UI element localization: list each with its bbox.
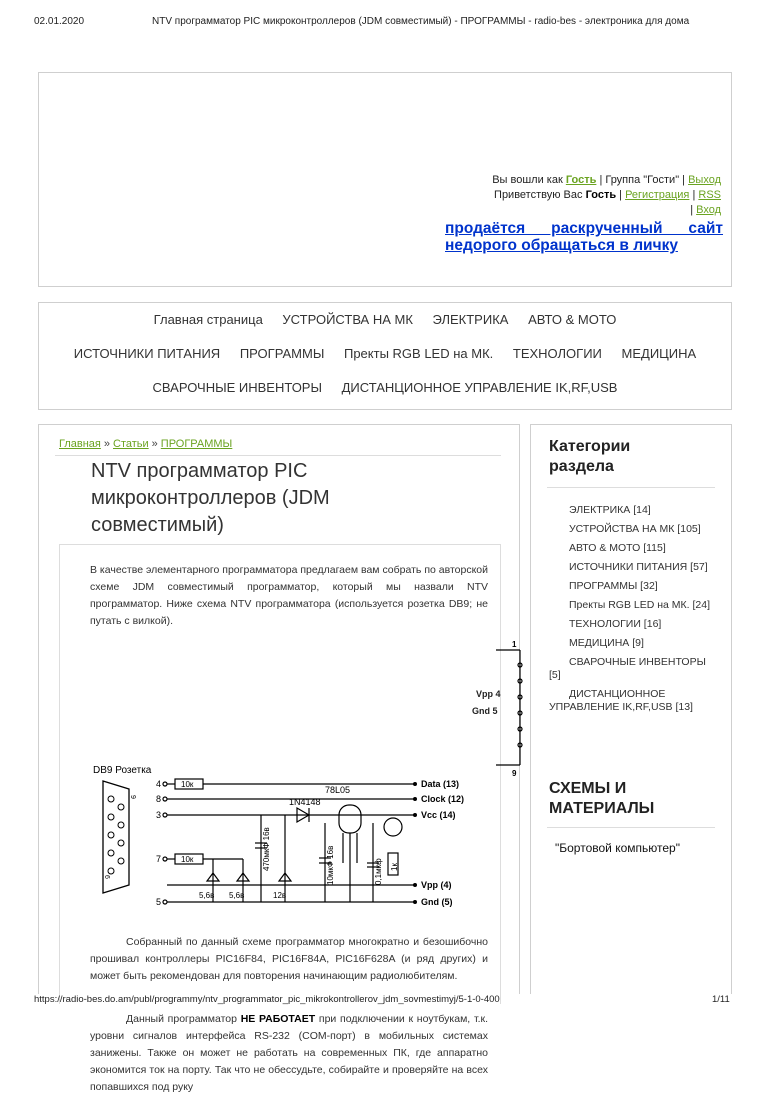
breadcrumb-separator: »	[103, 438, 110, 450]
para3-warning: НЕ РАБОТАЕТ	[240, 1013, 316, 1025]
nav-row-1	[39, 312, 731, 327]
nav-item-mcu-devices[interactable]: УСТРОЙСТВА НА МК	[282, 312, 413, 327]
category-item[interactable]: МЕДИЦИНА [9]	[569, 637, 644, 649]
plug-vpp-label: Vpp 4	[476, 689, 501, 699]
capacitor-label: 470мкФ 16в	[262, 827, 271, 871]
db9-label: DB9 Розетка	[93, 765, 152, 776]
zener-label: 5,6в	[199, 891, 215, 900]
greeting-prefix: Приветствую Вас	[494, 189, 583, 201]
zener-label: 12в	[273, 891, 287, 900]
pin-label: 4	[156, 779, 162, 789]
plug-label: 1	[512, 640, 517, 649]
article-title: NTV программатор PIC микроконтроллеров (JDM совместимый)	[91, 460, 330, 536]
register-link[interactable]: Регистрация	[625, 189, 690, 201]
resistor-label: 10к	[181, 780, 194, 789]
signal-label: Clock (12)	[421, 794, 465, 804]
svg-text:6: 6	[103, 875, 110, 879]
svg-text:9: 9	[129, 795, 136, 799]
materials-title: СХЕМЫ И МАТЕРИАЛЫ	[549, 780, 655, 817]
categories-title: Категории раздела	[549, 438, 631, 475]
category-item[interactable]: СВАРОЧНЫЕ ИНВЕНТОРЫ [5]	[549, 656, 706, 681]
guest-name: Гость	[585, 189, 617, 201]
guest-link[interactable]: Гость	[565, 174, 597, 186]
nav-item-medicine[interactable]: МЕДИЦИНА	[621, 346, 697, 361]
login-prefix: Вы вошли как	[492, 174, 563, 186]
pin-label: 5	[156, 897, 162, 907]
nav-item-home[interactable]: Главная страница	[153, 312, 263, 327]
category-item[interactable]: Пректы RGB LED на МК. [24]	[569, 599, 710, 611]
separator: |	[692, 189, 696, 201]
rss-link[interactable]: RSS	[698, 189, 721, 201]
separator: |	[619, 189, 623, 201]
category-item[interactable]: ИСТОЧНИКИ ПИТАНИЯ [57]	[569, 561, 708, 573]
plug-gnd-label: Gnd 5	[472, 706, 498, 716]
category-item[interactable]: АВТО & МОТО [115]	[569, 542, 666, 554]
nav-item-power-supplies[interactable]: ИСТОЧНИКИ ПИТАНИЯ	[73, 346, 221, 361]
divider	[55, 455, 501, 456]
diode-label: 1N4148	[289, 797, 321, 807]
main-nav	[38, 302, 732, 410]
breadcrumb-articles[interactable]: Статьи	[113, 438, 149, 450]
plug-label: 9	[512, 769, 517, 778]
nav-item-programs[interactable]: ПРОГРАММЫ	[239, 346, 325, 361]
sidebar	[530, 424, 732, 994]
capacitor-label: 0,1мкф	[374, 858, 383, 885]
capacitor-label: 10мкФ 16в	[326, 845, 335, 885]
nav-row-3	[39, 380, 731, 395]
promo-link[interactable]: продаётся раскрученный сайт недорого обращаться в личку	[445, 220, 723, 254]
page-url: https://radio-bes.do.am/publ/programmy/ntv_programmator_pic_mikrokontrollerov_jdm_sovmestimyj/5-1-0-400	[34, 994, 500, 1005]
category-item[interactable]: ПРОГРАММЫ [32]	[569, 580, 658, 592]
nav-row-2	[39, 346, 731, 361]
para3-start: Данный программатор	[126, 1013, 237, 1025]
separator: |	[690, 204, 694, 216]
regulator-label: 78L05	[325, 785, 351, 795]
category-list	[549, 504, 717, 720]
print-date: 02.01.2020	[34, 16, 85, 27]
signal-label: Vcc (14)	[421, 810, 456, 820]
category-item[interactable]: ТЕХНОЛОГИИ [16]	[569, 618, 662, 630]
nav-item-remote-control[interactable]: ДИСТАНЦИОННОЕ УПРАВЛЕНИЕ IK,RF,USB	[341, 380, 618, 395]
group-text: | Группа "Гости" |	[599, 174, 686, 186]
pin-label: 3	[156, 810, 162, 820]
breadcrumb-separator: »	[151, 438, 158, 450]
breadcrumb-section[interactable]: ПРОГРАММЫ	[160, 438, 233, 450]
signal-label: Gnd (5)	[421, 897, 453, 907]
breadcrumb	[59, 438, 232, 450]
zener-label: 5,6в	[229, 891, 245, 900]
login-panel	[445, 173, 721, 218]
programmer-schematic	[93, 763, 493, 907]
nav-item-rgb-led[interactable]: Пректы RGB LED на МК.	[343, 346, 494, 361]
signal-label: Vpp (4)	[421, 880, 452, 890]
board-computer-link[interactable]: "Бортовой компьютер"	[555, 841, 680, 855]
site-header	[38, 72, 732, 287]
nav-item-auto-moto[interactable]: АВТО & МОТО	[528, 312, 617, 327]
plug-schematic	[496, 635, 526, 780]
breadcrumb-home[interactable]: Главная	[59, 438, 101, 450]
resistor-label: 1к	[390, 863, 399, 871]
article-body	[59, 544, 501, 1093]
category-item[interactable]: ДИСТАНЦИОННОЕ УПРАВЛЕНИЕ IK,RF,USB [13]	[549, 688, 693, 713]
login-link[interactable]: Вход	[696, 204, 721, 216]
para3-end: при подключении к ноутбукам, т.к. уровни сигналов интерфейса RS-232 (COM-порт) в мобильных системах занижены. Также он может не работать на современных ПК, где аппаратно экономится ток на порту. Так что не обессудьте, собирайте и проверяйте на всех попавшихся под руку	[90, 1013, 489, 1093]
nav-item-welding[interactable]: СВАРОЧНЫЕ ИНВЕНТОРЫ	[152, 380, 322, 395]
page-number: 1/11	[712, 994, 730, 1005]
article-paragraph-3	[90, 1011, 488, 1096]
category-item[interactable]: ЭЛЕКТРИКА [14]	[569, 504, 651, 516]
article-paragraph-2: Собранный по данный схеме программатор многократно и безошибочно прошивал контроллеры PIC16F84, PIC16F84A, PIC16F628A (и ряд других) и может быть рекомендован для повторения начинающим радиолюбителям.	[90, 936, 488, 982]
pin-label: 7	[156, 854, 162, 864]
nav-item-technologies[interactable]: ТЕХНОЛОГИИ	[512, 346, 602, 361]
pin-label: 8	[156, 794, 162, 804]
nav-item-electrics[interactable]: ЭЛЕКТРИКА	[432, 312, 509, 327]
logout-link[interactable]: Выход	[688, 174, 721, 186]
category-item[interactable]: УСТРОЙСТВА НА МК [105]	[569, 523, 701, 535]
article-paragraph-1: В качестве элементарного программатора предлагаем вам собрать по авторской схеме JDM совместимый программатор, который мы назвали NTV программатор. Ниже схема NTV программатора (используется розетка DB9; не путать с вилкой).	[90, 564, 488, 627]
signal-label: Data (13)	[421, 779, 460, 789]
resistor-label: 10к	[181, 855, 194, 864]
divider	[547, 487, 715, 488]
divider	[547, 827, 715, 828]
print-title: NTV программатор PIC микроконтроллеров (JDM совместимый) - ПРОГРАММЫ - radio-bes - электроника для дома	[152, 16, 690, 27]
